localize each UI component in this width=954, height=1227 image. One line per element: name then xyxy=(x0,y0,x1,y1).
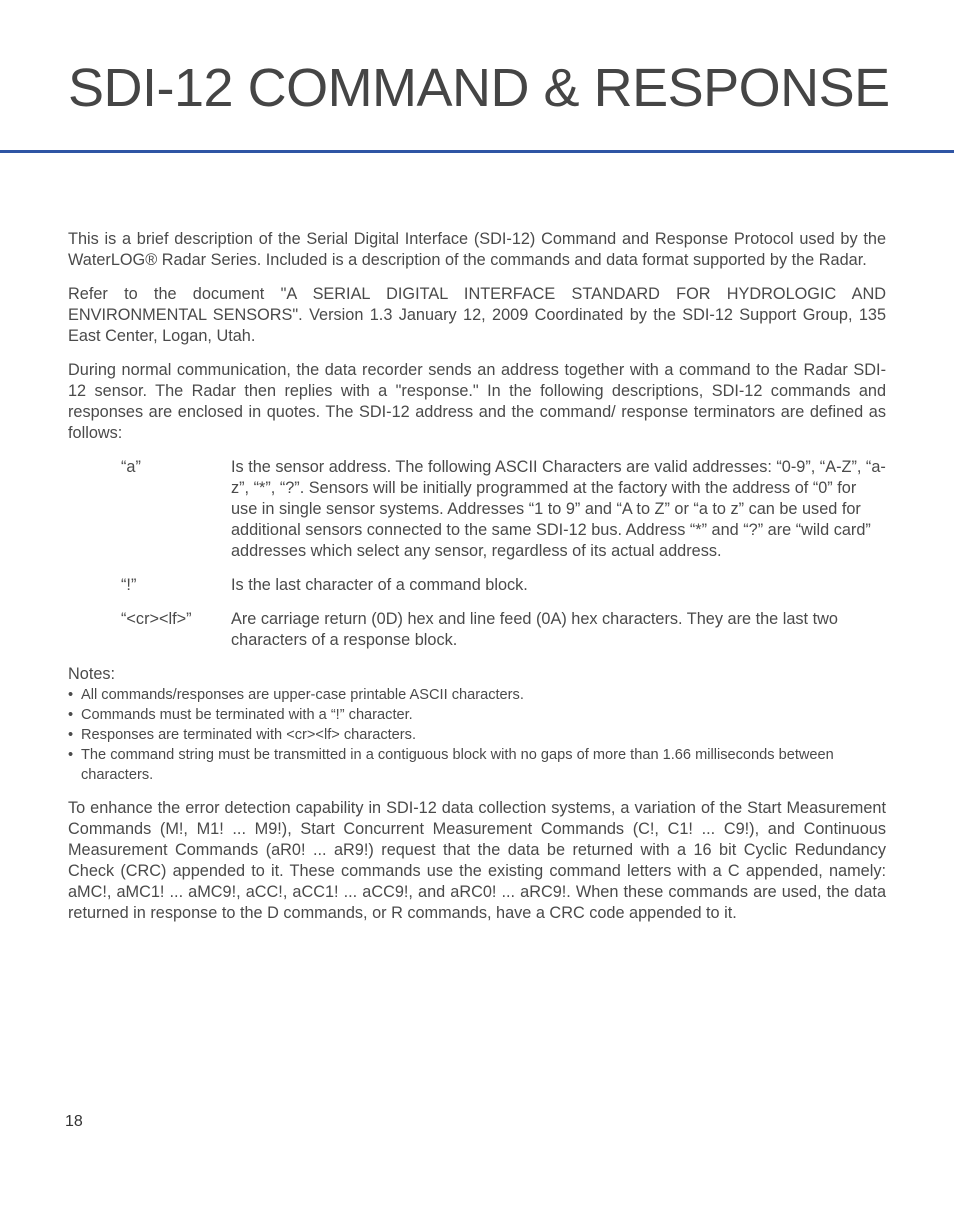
definition-term: “!” xyxy=(121,576,137,594)
reference-paragraph: Refer to the document "A SERIAL DIGITAL INTERFACE STANDARD FOR HYDROLOGIC AND ENVIRONMENTAL SENSORS". Version 1.3 January 12, 2009 Coordinated by the SDI-12 Support Group, 135 East Center, Logan, Utah. xyxy=(68,285,886,345)
note-item: • The command string must be transmitted in a contiguous block with no gaps of more than 1.66 milliseconds between characters. xyxy=(68,745,886,785)
definition-description: Is the sensor address. The following ASCII Characters are valid addresses: “0-9”, “A-Z”, “a-z”, “*”, “?”. Sensors will be initially programmed at the factory with the address of “0” for use in single sensor systems. Addresses “1 to 9” and “A to Z” or “a to z” can be used for additional sensors connected to the same SDI-12 bus. Address “*” and “?” are “wild card” addresses which select any sensor, regardless of its actual address. xyxy=(231,458,886,560)
definition-list xyxy=(121,457,886,651)
intro-paragraph: This is a brief description of the Serial Digital Interface (SDI-12) Command and Response Protocol used by the WaterLOG® Radar Series. Included is a description of the commands and data format supported by the Radar. xyxy=(68,230,886,269)
definition-term: “a” xyxy=(121,458,141,476)
definition-description: Is the last character of a command block. xyxy=(231,576,528,594)
crc-paragraph: To enhance the error detection capability in SDI-12 data collection systems, a variation of the Start Measurement Commands (M!, M1! ... M9!), Start Concurrent Measurement Commands (C!, C1! ... C9!), and Continuous Measurement Commands (aR0! ... aR9!) request that the data be returned with a 16 bit Cyclic Redundancy Check (CRC) appended to it. These commands use the existing command letters with a C appended, namely: aMC!, aMC1! ... aMC9!, aCC!, aCC1! ... aCC9!, and aRC0! ... aRC9!. When these commands are used, the data returned in response to the D commands, or R commands, have a CRC code appended to it. xyxy=(68,799,886,922)
definition-row-command-end xyxy=(121,575,886,596)
definition-description: Are carriage return (0D) hex and line feed (0A) hex characters. They are the last two characters of a response block. xyxy=(231,610,838,649)
page-title: SDI-12 COMMAND & RESPONSE xyxy=(68,58,890,118)
definition-term: “<cr><lf>” xyxy=(121,610,192,628)
note-item: • Responses are terminated with <cr><lf> characters. xyxy=(68,725,886,745)
notes-list xyxy=(68,685,886,785)
note-item: • Commands must be terminated with a “!” character. xyxy=(68,705,886,725)
definition-row-terminators xyxy=(121,609,886,651)
communication-paragraph: During normal communication, the data recorder sends an address together with a command to the Radar SDI-12 sensor. The Radar then replies with a "response." In the following descriptions, SDI-12 commands and responses are enclosed in quotes. The SDI-12 address and the command/ response terminators are defined as follows: xyxy=(68,361,886,442)
page-number: 18 xyxy=(65,1113,83,1130)
main-content xyxy=(68,229,886,937)
title-divider xyxy=(0,150,954,153)
notes-heading: Notes: xyxy=(68,665,116,683)
definition-row-address xyxy=(121,457,886,562)
note-item: • All commands/responses are upper-case printable ASCII characters. xyxy=(68,685,886,705)
